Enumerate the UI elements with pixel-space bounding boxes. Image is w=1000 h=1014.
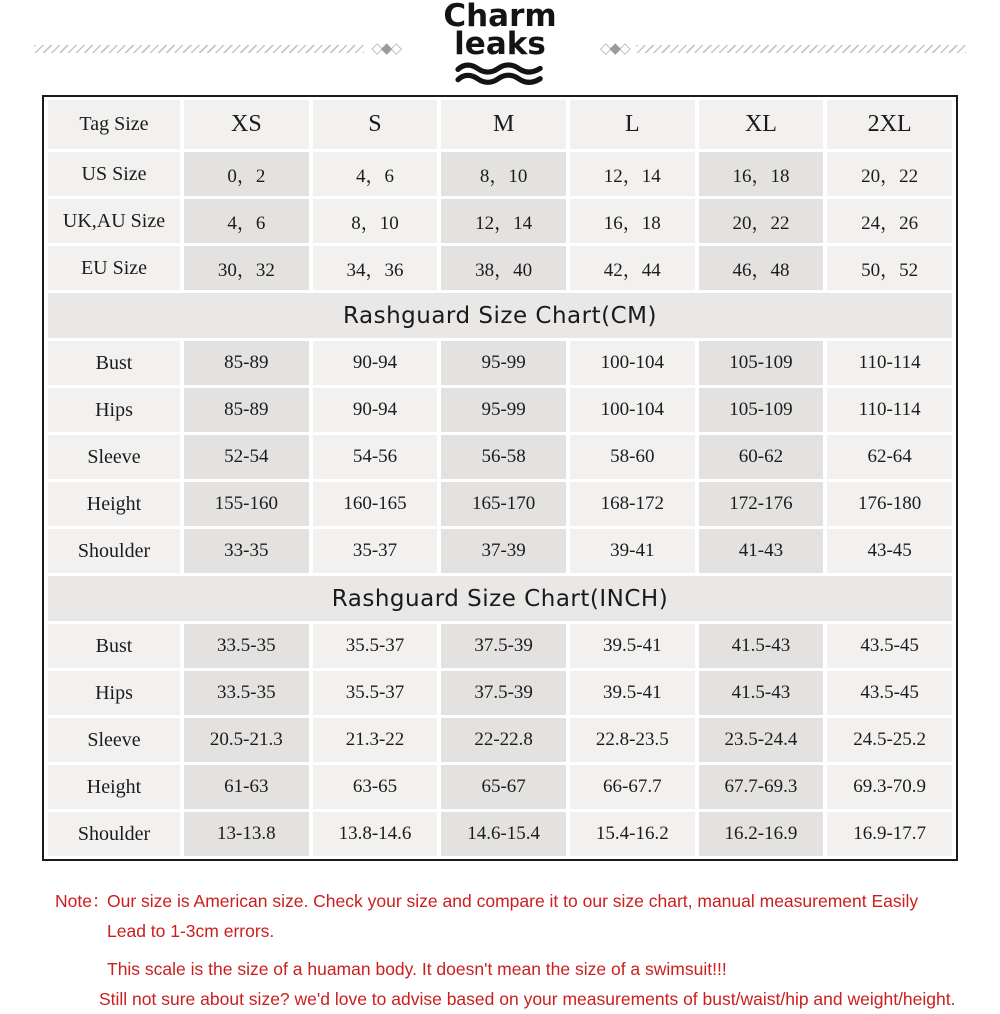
size-cell: 15.4-16.2 xyxy=(570,812,695,856)
size-header-cell: XL xyxy=(699,100,824,149)
size-cell: 20，22 xyxy=(699,199,824,243)
size-cell: 52-54 xyxy=(184,435,309,479)
size-cell: 95-99 xyxy=(441,388,566,432)
size-cell: 33-35 xyxy=(184,529,309,573)
size-cell: 13-13.8 xyxy=(184,812,309,856)
row-label: Shoulder xyxy=(48,812,180,856)
size-cell: 16，18 xyxy=(570,199,695,243)
size-header-cell: 2XL xyxy=(827,100,952,149)
size-cell: 42，44 xyxy=(570,246,695,290)
size-cell: 41.5-43 xyxy=(699,671,824,715)
size-cell: 43.5-45 xyxy=(827,671,952,715)
diamond-outline-icon: ◇ xyxy=(371,39,381,57)
note-line xyxy=(55,886,970,916)
size-cell: 14.6-15.4 xyxy=(441,812,566,856)
size-cell: 105-109 xyxy=(699,388,824,432)
size-cell: 65-67 xyxy=(441,765,566,809)
waves-icon xyxy=(451,61,549,89)
size-cell: 43-45 xyxy=(827,529,952,573)
size-cell: 46，48 xyxy=(699,246,824,290)
row-label: Sleeve xyxy=(48,435,180,479)
size-cell: 50，52 xyxy=(827,246,952,290)
size-cell: 90-94 xyxy=(313,388,438,432)
size-cell: 39-41 xyxy=(570,529,695,573)
note-line-1: Our size is American size. Check your size and compare it to our size chart, manual measurement Easily xyxy=(107,891,919,911)
size-cell: 38，40 xyxy=(441,246,566,290)
size-cell: 21.3-22 xyxy=(313,718,438,762)
row-label: Height xyxy=(48,765,180,809)
note-line-3: This scale is the size of a huaman body. It doesn't mean the size of a swimsuit!!! xyxy=(107,959,727,979)
size-cell: 4，6 xyxy=(184,199,309,243)
size-cell: 172-176 xyxy=(699,482,824,526)
size-cell: 35.5-37 xyxy=(313,624,438,668)
size-cell: 16.2-16.9 xyxy=(699,812,824,856)
size-cell: 100-104 xyxy=(570,388,695,432)
row-label: Height xyxy=(48,482,180,526)
size-cell: 85-89 xyxy=(184,388,309,432)
size-cell: 34，36 xyxy=(313,246,438,290)
size-cell: 160-165 xyxy=(313,482,438,526)
row-label: US Size xyxy=(48,152,180,196)
diamond-outline-icon: ◇ xyxy=(619,39,629,57)
size-cell: 60-62 xyxy=(699,435,824,479)
size-cell: 100-104 xyxy=(570,341,695,385)
row-label: Bust xyxy=(48,624,180,668)
diamond-outline-icon: ◇ xyxy=(390,39,400,57)
note-label: Note： xyxy=(55,891,110,911)
corner-header-cell: Tag Size xyxy=(48,100,180,149)
size-header-cell: L xyxy=(570,100,695,149)
brand-logo xyxy=(0,1,1000,89)
row-label: Hips xyxy=(48,388,180,432)
section-title: Rashguard Size Chart(INCH) xyxy=(48,576,952,621)
size-cell: 105-109 xyxy=(699,341,824,385)
size-cell: 110-114 xyxy=(827,388,952,432)
size-cell: 37-39 xyxy=(441,529,566,573)
size-cell: 0，2 xyxy=(184,152,309,196)
size-cell: 23.5-24.4 xyxy=(699,718,824,762)
size-cell: 39.5-41 xyxy=(570,671,695,715)
size-cell: 20.5-21.3 xyxy=(184,718,309,762)
size-cell: 35.5-37 xyxy=(313,671,438,715)
size-cell: 37.5-39 xyxy=(441,624,566,668)
size-cell: 24，26 xyxy=(827,199,952,243)
size-header-cell: XS xyxy=(184,100,309,149)
row-label: Hips xyxy=(48,671,180,715)
note-line-4: Still not sure about size? we'd love to advise based on your measurements of bust/waist/hip and weight/height. xyxy=(99,989,956,1009)
size-cell: 61-63 xyxy=(184,765,309,809)
size-cell: 155-160 xyxy=(184,482,309,526)
size-cell: 110-114 xyxy=(827,341,952,385)
size-cell: 67.7-69.3 xyxy=(699,765,824,809)
size-cell: 69.3-70.9 xyxy=(827,765,952,809)
size-cell: 33.5-35 xyxy=(184,671,309,715)
size-cell: 22.8-23.5 xyxy=(570,718,695,762)
size-header-cell: S xyxy=(313,100,438,149)
row-label: UK,AU Size xyxy=(48,199,180,243)
size-cell: 43.5-45 xyxy=(827,624,952,668)
size-cell: 41.5-43 xyxy=(699,624,824,668)
note-line-2: Lead to 1-3cm errors. xyxy=(107,921,275,941)
row-label: Bust xyxy=(48,341,180,385)
row-label: Sleeve xyxy=(48,718,180,762)
size-cell: 176-180 xyxy=(827,482,952,526)
size-cell: 13.8-14.6 xyxy=(313,812,438,856)
diamond-filled-icon: ◆ xyxy=(609,39,620,57)
diamond-filled-icon: ◆ xyxy=(380,39,391,57)
size-cell: 16.9-17.7 xyxy=(827,812,952,856)
size-cell: 62-64 xyxy=(827,435,952,479)
size-header-cell: M xyxy=(441,100,566,149)
row-label: EU Size xyxy=(48,246,180,290)
size-cell: 54-56 xyxy=(313,435,438,479)
size-cell: 63-65 xyxy=(313,765,438,809)
size-cell: 20，22 xyxy=(827,152,952,196)
size-cell: 56-58 xyxy=(441,435,566,479)
size-cell: 90-94 xyxy=(313,341,438,385)
size-cell: 8，10 xyxy=(441,152,566,196)
size-cell: 58-60 xyxy=(570,435,695,479)
size-cell: 41-43 xyxy=(699,529,824,573)
size-cell: 35-37 xyxy=(313,529,438,573)
size-cell: 37.5-39 xyxy=(441,671,566,715)
size-cell: 12，14 xyxy=(441,199,566,243)
size-cell: 165-170 xyxy=(441,482,566,526)
size-cell: 95-99 xyxy=(441,341,566,385)
size-cell: 30，32 xyxy=(184,246,309,290)
size-cell: 16，18 xyxy=(699,152,824,196)
brand-header xyxy=(0,0,1000,95)
size-cell: 12，14 xyxy=(570,152,695,196)
size-cell: 22-22.8 xyxy=(441,718,566,762)
brand-name-line1: Charm xyxy=(443,0,557,34)
size-cell: 4，6 xyxy=(313,152,438,196)
size-chart-table xyxy=(42,95,958,861)
diamond-outline-icon: ◇ xyxy=(600,39,610,57)
size-cell: 66-67.7 xyxy=(570,765,695,809)
size-cell: 24.5-25.2 xyxy=(827,718,952,762)
note-block xyxy=(55,886,970,1014)
size-cell: 85-89 xyxy=(184,341,309,385)
section-title: Rashguard Size Chart(CM) xyxy=(48,293,952,338)
row-label: Shoulder xyxy=(48,529,180,573)
size-cell: 33.5-35 xyxy=(184,624,309,668)
size-cell: 8，10 xyxy=(313,199,438,243)
size-cell: 168-172 xyxy=(570,482,695,526)
size-cell: 39.5-41 xyxy=(570,624,695,668)
brand-name-line2: leaks xyxy=(454,26,546,62)
